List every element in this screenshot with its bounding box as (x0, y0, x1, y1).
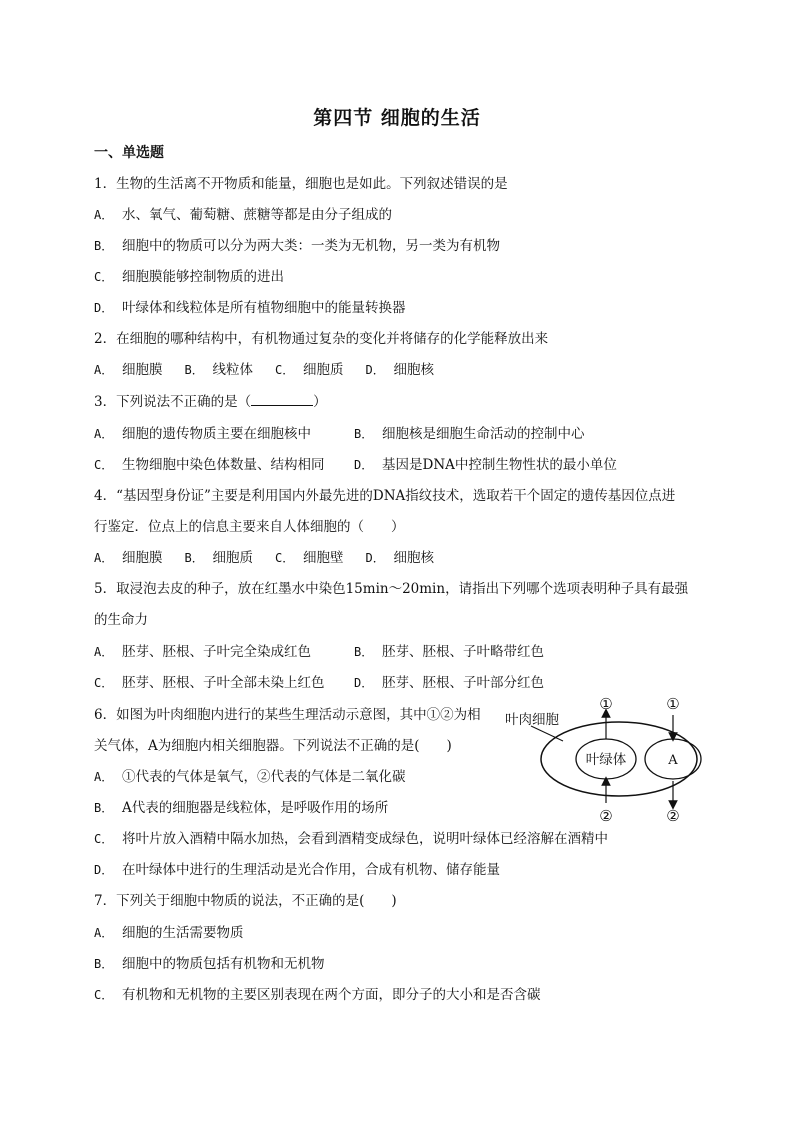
option-text: 细胞膜 (122, 550, 163, 566)
question-4-option-a[interactable] (94, 549, 163, 567)
question-5-stem-line1: 5．取浸泡去皮的种子，放在红墨水中染色15min～20min，请指出下列哪个选项表明种子具有最强 (94, 581, 689, 597)
option-label: C． (94, 676, 114, 690)
option-label: B． (94, 801, 114, 815)
question-6-option-a[interactable] (94, 768, 406, 786)
question-5-option-c[interactable] (94, 675, 325, 691)
option-text: 线粒体 (212, 362, 253, 378)
question-3-options-row2 (94, 456, 694, 474)
question-4-option-d[interactable] (366, 549, 435, 567)
question-6-stem-line1: 6．如图为叶肉细胞内进行的某些生理活动示意图，其中①②为相 (94, 707, 481, 723)
stem-text: ） (313, 394, 327, 410)
question-6-option-c[interactable] (94, 830, 608, 848)
option-text: 有机物和无机物的主要区别表现在两个方面，即分子的大小和是否含碳 (122, 987, 541, 1003)
option-label: B． (94, 239, 114, 253)
question-6-stem-line2: 关气体，A为细胞内相关细胞器。下列说法不正确的是( ) (94, 738, 452, 754)
question-7-stem: 7．下列关于细胞中物质的说法，不正确的是( ) (94, 893, 397, 909)
option-text: 在叶绿体中进行的生理活动是光合作用，合成有机物、储存能量 (122, 862, 500, 878)
option-label: B． (354, 645, 374, 659)
option-text: 细胞核 (393, 550, 434, 566)
question-3-stem (94, 393, 327, 411)
question-2-option-c[interactable] (275, 361, 344, 379)
option-text: 细胞核是细胞生命活动的控制中心 (382, 426, 585, 442)
option-label: B． (94, 957, 114, 971)
stem-text: 3．下列说法不正确的是（ (94, 394, 252, 410)
question-5-stem-line2: 的生命力 (94, 612, 148, 628)
question-3-option-c[interactable] (94, 457, 325, 473)
leaf-cell-diagram (503, 693, 703, 823)
option-text: 胚芽、胚根、子叶全部未染上红色 (122, 675, 325, 691)
option-label: D． (94, 863, 114, 877)
gas1-label-left: ① (599, 695, 613, 713)
option-label: B． (184, 363, 204, 377)
option-text: 水、氧气、葡萄糖、蔗糖等都是由分子组成的 (122, 207, 392, 223)
gas2-label-left: ② (599, 807, 613, 823)
option-label: C． (94, 988, 114, 1002)
option-text: 胚芽、胚根、子叶部分红色 (382, 675, 544, 691)
answer-blank[interactable] (251, 393, 313, 406)
option-label: D． (94, 301, 114, 315)
option-label: D． (354, 676, 374, 690)
option-text: 细胞膜能够控制物质的进出 (122, 269, 284, 285)
question-5-options-row1 (94, 643, 694, 661)
option-label: D． (365, 363, 385, 377)
option-text: 胚芽、胚根、子叶完全染成红色 (122, 644, 311, 660)
option-label: B． (184, 551, 204, 565)
option-label: D． (354, 458, 374, 472)
question-5-option-a[interactable] (94, 644, 311, 660)
question-1-option-a[interactable] (94, 206, 392, 224)
question-4-option-c[interactable] (275, 549, 344, 567)
option-text: 生物细胞中染色体数量、结构相同 (122, 457, 325, 473)
cell-label: 叶肉细胞 (505, 712, 559, 728)
option-label: C． (94, 270, 114, 284)
question-2-options (94, 361, 456, 379)
option-text: 细胞中的物质包括有机物和无机物 (122, 956, 325, 972)
option-text: 细胞壁 (303, 550, 344, 566)
option-label: A． (94, 427, 114, 441)
question-4-stem-line2: 行鉴定．位点上的信息主要来自人体细胞的（ ） (94, 519, 405, 535)
option-label: A． (94, 363, 114, 377)
option-label: A． (94, 645, 114, 659)
question-3-option-d[interactable] (354, 456, 617, 474)
question-5-option-b[interactable] (354, 643, 544, 661)
question-7-option-a[interactable] (94, 924, 244, 942)
gas2-label-right: ② (666, 807, 680, 823)
question-1-stem: 1．生物的生活离不开物质和能量，细胞也是如此。下列叙述错误的是 (94, 176, 508, 192)
option-label: D． (365, 551, 385, 565)
question-3-option-b[interactable] (354, 425, 585, 443)
option-text: 细胞中的物质可以分为两大类：一类为无机物，另一类为有机物 (122, 238, 500, 254)
page-title: 第四节 细胞的生活 (313, 107, 481, 129)
question-6-option-d[interactable] (94, 861, 500, 879)
option-text: 细胞的遗传物质主要在细胞核中 (122, 426, 311, 442)
option-label: B． (354, 427, 374, 441)
question-1-option-d[interactable] (94, 299, 406, 317)
option-text: 基因是DNA中控制生物性状的最小单位 (382, 457, 617, 473)
option-text: 细胞的生活需要物质 (122, 925, 244, 941)
option-text: 叶绿体和线粒体是所有植物细胞中的能量转换器 (122, 300, 406, 316)
option-text: 细胞膜 (122, 362, 163, 378)
question-2-stem: 2．在细胞的哪种结构中，有机物通过复杂的变化并将储存的化学能释放出来 (94, 331, 549, 347)
option-text: 细胞质 (212, 550, 253, 566)
question-2-option-b[interactable] (185, 361, 254, 379)
option-text: ①代表的气体是氧气，②代表的气体是二氧化碳 (122, 769, 406, 785)
question-7-option-b[interactable] (94, 955, 325, 973)
question-5-option-d[interactable] (354, 674, 544, 692)
question-6-option-b[interactable] (94, 799, 388, 817)
option-text: 胚芽、胚根、子叶略带红色 (382, 644, 544, 660)
question-4-stem-line1: 4．“基因型身份证”主要是利用国内外最先进的DNA指纹技术，选取若干个固定的遗传基因位点进 (94, 488, 676, 504)
question-1-option-c[interactable] (94, 268, 284, 286)
option-label: C． (94, 458, 114, 472)
option-text: 细胞质 (303, 362, 344, 378)
option-label: C． (94, 832, 114, 846)
question-7-option-c[interactable] (94, 986, 541, 1004)
question-4-options (94, 549, 456, 567)
gas1-label-right: ① (666, 695, 680, 713)
option-label: A． (94, 208, 114, 222)
question-4-option-b[interactable] (185, 549, 254, 567)
chloroplast-label: 叶绿体 (585, 752, 627, 768)
organelle-a-label: A (668, 753, 678, 768)
question-1-option-b[interactable] (94, 237, 500, 255)
question-3-options-row1 (94, 425, 694, 443)
section-heading: 一、单选题 (94, 145, 164, 161)
question-5-options-row2 (94, 674, 694, 692)
cell-label-leader (531, 726, 563, 741)
question-2-option-d[interactable] (366, 361, 435, 379)
option-text: 细胞核 (393, 362, 434, 378)
option-label: A． (94, 926, 114, 940)
question-3-option-a[interactable] (94, 426, 311, 442)
option-label: A． (94, 770, 114, 784)
question-2-option-a[interactable] (94, 361, 163, 379)
option-label: A． (94, 551, 114, 565)
option-label: C． (275, 363, 295, 377)
option-label: C． (275, 551, 295, 565)
option-text: 将叶片放入酒精中隔水加热，会看到酒精变成绿色，说明叶绿体已经溶解在酒精中 (122, 831, 608, 847)
option-text: A代表的细胞器是线粒体，是呼吸作用的场所 (122, 800, 389, 816)
